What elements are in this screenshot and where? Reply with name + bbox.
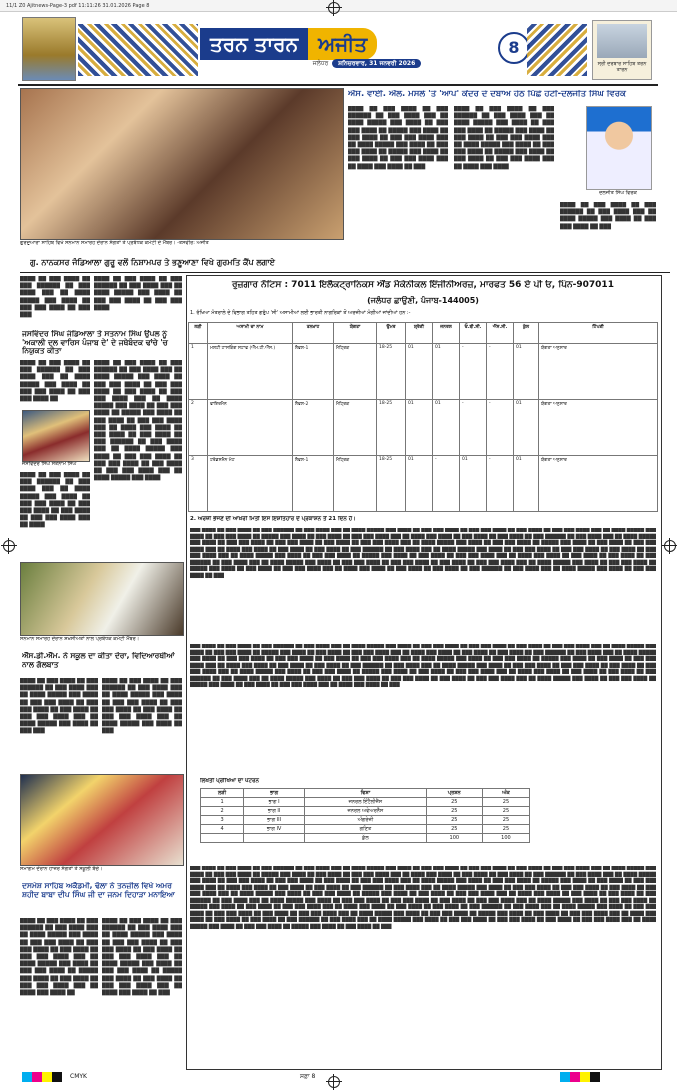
col-header: ਜਨਰਲ (433, 323, 460, 344)
masthead-badge (592, 20, 652, 80)
cell: 01 (406, 456, 433, 512)
right-story-text: ████ ██ ███ ████ ██ ███ ██████ ██ ███ ████ ███ ██ ████ █████ ███ ████ ██ ███ ███ ████ ██ █████ ███ ████ ██ ███ ████ ██ ███ ███ ████ ███ ██ ████ █████ ███ ████ ██ ███ ███ ████ ██ █████ ███ ████ ██ ███ ████ ██ ███ ███ ████ ███ ██ ████ ███ ████ ██ ███ (348, 106, 448, 170)
cell: 01 (460, 456, 487, 512)
cell: 3 (201, 816, 244, 825)
masthead (22, 14, 650, 84)
cell: 01 (514, 344, 539, 400)
top-story-headline: ਗੁ. ਨਾਨਕਸਰ ਜੰਡਿਆਲਾ ਗੁਰੂ ਵਲੋਂ ਨਿਸ਼ਾਮਪਰ ਤੇ ਭਣੂਆਣਾ ਵਿਖੇ ਗੁਰਮਤਿ ਕੈਂਪ ਲਗਾਏ (30, 258, 275, 267)
dateline (222, 60, 512, 72)
cell: ਭਾਗ IV (244, 825, 305, 834)
col-header: ਭਾਗ (244, 789, 305, 798)
col-header: ਲੜੀ (189, 323, 208, 344)
cell: 01 (433, 400, 460, 456)
cell: ਟਰੇਡਸਮੈਨ ਮੇਟ (208, 456, 293, 512)
cell: 25 (482, 807, 529, 816)
issue-date: ਸ਼ਨਿਚਰਵਾਰ, 31 ਜਨਵਰੀ 2026 (332, 59, 421, 68)
cell: 01 (514, 456, 539, 512)
cell: 25 (426, 798, 482, 807)
cell: ਯੋਗਤਾ ਅਨੁਸਾਰ (539, 344, 658, 400)
cell: 01 (406, 344, 433, 400)
cell: - (433, 456, 460, 512)
notice-terms: ███ ████ ██ ███ ████ ██ ███ ██████ ██ ███ ████ ███ ██ ████ █████ ███ ████ ██ ███ ███ ████ ██ ███ ███ ████ ██ ███ ████ ██ ███ ███ ████ ███ ██ ████ █████ ███ ████ ██ ███ ███ ████ ██ █████ ███ ████ ██ ███ ████ ██ ███ ███ ████ ███ ██ ████ ███ ████ ██ ███ ████ ██ ███ ████ ██ ███ ██████ ██ ███ ████ ███ ██ ████ █████ ███ ████ ██ ███ ███ ████ ██ ███ ███ ████ ██ ███ ████ ██ ███ ███ ████ ███ ██ ████ █████ ███ ████ ██ ███ ███ ████ ██ █████ ███ ████ ██ ███ ████ ██ ███ ███ ████ ███ ██ ████ ███ ████ ██ ███ ████ ██ ███ ████ ██ ███ ██████ ██ ███ ████ ███ ██ ████ █████ ███ ████ ██ ███ ███ ████ ██ ███ ███ ████ ██ ███ ████ ██ ███ ███ ████ ███ ██ ████ █████ ███ ████ ██ ███ ███ ████ ██ █████ ███ ████ ██ ███ ████ ██ ███ ███ ████ ███ ██ ████ ███ ████ ██ ███ ████ ██ ███ ████ ██ ███ ██████ ██ ███ ████ ███ ██ ████ █████ ███ ████ ██ ███ ███ ████ ██ ███ ███ ████ ██ ███ ████ ██ ███ ███ ████ ███ ██ ████ █████ ███ ████ ██ ███ ███ ████ ██ █████ ███ ████ ██ ███ ████ ██ ███ ███ ████ ███ ██ ████ ███ ████ ██ ███ ████ ██ ███ ████ ██ ███ ██████ ██ ███ ████ ███ ██ ████ █████ ███ ████ ██ ███ ███ ████ ██ ███ (190, 528, 656, 579)
cell: 18-25 (377, 400, 406, 456)
vacancy-table-wrap (188, 322, 658, 512)
table-row (201, 825, 530, 834)
badge-caption: ਸ੍ਰੀ ਦਰਬਾਰ ਸਾਹਿਬ ਤਰਨ ਤਾਰਨ (597, 61, 647, 73)
decorative-pattern (527, 24, 587, 76)
col-header: ਤਨਖ਼ਾਹ (293, 323, 334, 344)
cell: 1 (201, 798, 244, 807)
registration-mark-icon (664, 540, 676, 552)
right-story-text: ████ ██ ███ ████ ██ ███ ██████ ██ ███ ████ ███ ██ ████ █████ ███ ████ ██ ███ ███ ████ ██ █████ ███ ████ ██ ███ ████ ██ ███ ███ ████ ███ ██ ████ █████ ███ ████ ██ ███ ███ ████ ██ █████ ███ ████ ██ ███ ████ ██ ███ ███ ████ ███ ██ ████ ███ ████ (454, 106, 554, 170)
edition: ਜਲੰਧਰ (312, 60, 329, 67)
cell: ਅੰਗਰੇਜ਼ੀ (305, 816, 427, 825)
cell: 18-25 (377, 344, 406, 400)
page-number: 8 (498, 32, 530, 64)
cell: ਮੈਟ੍ਰਿਕ (334, 456, 377, 512)
table-row (189, 344, 658, 400)
photo-caption: ਗੁਰਦੁਆਰਾ ਸਾਹਿਬ ਵਿਖੇ ਸਨਮਾਨ ਸਮਾਰੋਹ ਦੌਰਾਨ ਸੰਗਤਾਂ ਤੇ ਪ੍ਰਬੰਧਕ ਕਮੇਟੀ ਦੇ ਮੈਂਬਰ। -ਤਸਵੀਰ: ਅਜੀਤ (20, 240, 209, 246)
badge-image (597, 24, 647, 58)
table-total-row (201, 834, 530, 843)
cell: ਭਾਗ I (244, 798, 305, 807)
cell: 01 (514, 400, 539, 456)
footer-left: CMYK (70, 1073, 87, 1080)
left-story3-headline: ਐੱਸ.ਡੀ.ਐੱਮ. ਨੇ ਸਕੂਲ ਦਾ ਕੀਤਾ ਦੌਰਾ, ਵਿਦਿਆਰਥੀਆਂ ਨਾਲ ਗੱਲਬਾਤ (22, 652, 175, 669)
table-header-row (189, 323, 658, 344)
cell: ਮੈਟ੍ਰਿਕ (334, 344, 377, 400)
cell: ਗਣਿਤ (305, 825, 427, 834)
brand-name: ਅਜੀਤ (308, 28, 377, 60)
table-header-row (201, 789, 530, 798)
left-story-text: ████ ██ ███ ████ ██ ███ ██████ ██ ███ ████ ███ ██ ████ █████ ███ ████ ██ ███ ███ ████ ██ ███ ███ ████ (94, 276, 182, 311)
table-row (201, 816, 530, 825)
notice-terms: ███ ████ ██ ███ ████ ██ ███ ██████ ██ ███ ████ ███ ██ ████ █████ ███ ████ ██ ███ ███ ████ ██ ███ ███ ████ ██ ███ ████ ██ ███ ███ ████ ███ ██ ████ █████ ███ ████ ██ ███ ███ ████ ██ █████ ███ ████ ██ ███ ████ ██ ███ ███ ████ ███ ██ ████ ███ ████ ██ ███ ████ ██ ███ ████ ██ ███ ██████ ██ ███ ████ ███ ██ ████ █████ ███ ████ ██ ███ ███ ████ ██ ███ ███ ████ ██ ███ ████ ██ ███ ███ ████ ███ ██ ████ █████ ███ ████ ██ ███ ███ ████ ██ █████ ███ ████ ██ ███ ████ ██ ███ ███ ████ ███ ██ ████ ███ ████ ██ ███ ████ ██ ███ ████ ██ ███ ██████ ██ ███ ████ ███ ██ ████ █████ ███ ████ ██ ███ ███ ████ ██ ███ ███ ████ ██ ███ ████ ██ ███ ███ ████ ███ ██ ████ █████ ███ ████ ██ ███ ███ ████ ██ █████ ███ ████ ██ ███ ████ ██ ███ ███ ████ ███ ██ ████ ███ ████ ██ ███ ████ ██ ███ ████ ██ ███ ██████ ██ ███ ████ ███ ██ ████ █████ ███ ████ ██ ███ ███ ████ ██ ███ ███ ████ ██ ███ ████ ██ ███ ███ ████ ███ ██ ████ █████ ███ ████ ██ ███ ███ ████ ██ █████ ███ ████ ██ ███ ████ ██ ███ ███ ████ ███ ██ ████ ███ ████ ██ ███ ████ ██ ███ ████ ██ ███ ██████ ██ ███ ████ ███ ██ ████ █████ ███ ████ ██ ███ ███ ████ ██ ███ ███ ████ ██ ███ ████ ██ ███ ███ ████ ███ ██ ████ █████ ███ ████ ██ ███ ███ ████ ██ █████ ███ ████ ██ ███ ████ ██ ███ ███ ████ ███ ██ ████ ███ ████ ██ ███ ████ ██ ███ ████ ██ ███ ██████ ██ ███ ████ ███ ██ ████ █████ ███ ████ ██ ███ ███ ████ ██ ███ ███ ████ ██ ███ ████ ██ ███ ███ ████ ███ ██ ████ █████ ███ ████ ██ ███ ███ ████ ██ █████ ███ ████ ██ ███ ████ ██ ███ (190, 866, 656, 930)
cell: 100 (426, 834, 482, 843)
table-row (201, 807, 530, 816)
academy-caption: ਸਮਾਗਮ ਦੌਰਾਨ ਹਾਜ਼ਰ ਸੰਗਤਾਂ ਤੇ ਸਕੂਲੀ ਬੱਚੇ। (20, 866, 103, 872)
appointee-caption: ਜਸਵਿੰਦਰ ਸਿੰਘ ਸਤਨਾਮ ਸਿੰਘ (22, 461, 77, 467)
cell: 25 (426, 807, 482, 816)
cell: 18-25 (377, 456, 406, 512)
cell: - (487, 456, 514, 512)
felicitation-photo (20, 562, 184, 636)
col-header: ਟਿੱਪਣੀ (539, 323, 658, 344)
cell: ਭਾਗ II (244, 807, 305, 816)
right-story-text: ████ ██ ███ ████ ██ ███ ██████ ██ ███ ████ ███ ██ ████ █████ ███ ████ ██ ███ ███ ████ ██ ███ (560, 202, 656, 230)
cell: ਯੋਗਤਾ ਅਨੁਸਾਰ (539, 400, 658, 456)
col-header: ਉਮਰ (377, 323, 406, 344)
newspaper-brand (200, 28, 500, 60)
academy-event-photo (20, 774, 184, 866)
cell: 25 (482, 825, 529, 834)
notice-terms: ███ ████ ██ ███ ████ ██ ███ ██████ ██ ███ ████ ███ ██ ████ █████ ███ ████ ██ ███ ███ ████ ██ ███ ███ ████ ██ ███ ████ ██ ███ ███ ████ ███ ██ ████ █████ ███ ████ ██ ███ ███ ████ ██ █████ ███ ████ ██ ███ ████ ██ ███ ███ ████ ███ ██ ████ ███ ████ ██ ███ ████ ██ ███ ████ ██ ███ ██████ ██ ███ ████ ███ ██ ████ █████ ███ ████ ██ ███ ███ ████ ██ ███ ███ ████ ██ ███ ████ ██ ███ ███ ████ ███ ██ ████ █████ ███ ████ ██ ███ ███ ████ ██ █████ ███ ████ ██ ███ ████ ██ ███ ███ ████ ███ ██ ████ ███ ████ ██ ███ ████ ██ ███ ████ ██ ███ ██████ ██ ███ ████ ███ ██ ████ █████ ███ ████ ██ ███ ███ ████ ██ ███ ███ ████ ██ ███ ████ ██ ███ ███ ████ ███ ██ ████ █████ ███ ████ ██ ███ ███ ████ ██ █████ ███ ████ ██ ███ ████ ██ ███ ███ ████ ███ ██ ████ ███ ████ ██ ███ ████ ██ ███ ████ ██ ███ ██████ ██ ███ ████ ███ ██ ████ █████ ███ ████ ██ ███ ███ ████ ██ ███ ███ ████ ██ ███ ████ ██ ███ ███ ████ ███ ██ ████ █████ ███ ████ ██ ███ ███ ████ ██ █████ ███ ████ ██ ███ ████ ██ ███ ███ ████ ███ ██ ████ ███ ████ ██ ███ (190, 644, 656, 688)
registration-mark-icon (3, 540, 15, 552)
table-row (189, 400, 658, 456)
col-header: ਕੁੱਲ (514, 323, 539, 344)
col-header: ਸ਼੍ਰੇਣੀ (406, 323, 433, 344)
vacancy-table (188, 322, 658, 512)
col-header: ਵਿਸ਼ਾ (305, 789, 427, 798)
left-story-text: ████ ██ ███ ████ ██ ███ ██████ ██ ███ ████ ███ ██ ████ █████ ███ ████ ██ ███ ███ ████ ██ ███ ███ ████ ██ ███ ████ ██ ███ ███ ████ ███ ██ ████ █████ ███ ████ ██ ███ ███ ████ ██ █████ ███ ████ ██ ███ ████ ██ ███ ███ ████ ███ ██ ████ ███ ████ ██ (20, 918, 98, 997)
col-header: ਲੜੀ (201, 789, 244, 798)
col-header: ਓ.ਬੀ.ਸੀ. (460, 323, 487, 344)
print-info-strip: 11/1 Z0 Ajitnews-Page-3 pdf 11:11:26 31.01.2026 Page 8 (0, 0, 677, 12)
cell: ਮੈਟ੍ਰਿਕ (334, 400, 377, 456)
cell: ਫਾਇਰਮੈਨ (208, 400, 293, 456)
left-story-text: ████ ██ ███ ████ ██ ███ ██████ ██ ███ ████ ███ ██ ████ █████ ███ ████ ██ ███ ███ ████ ██ ███ ███ ████ ██ ███ ████ ██ ███ ███ ████ ███ ██ ████ █████ ███ ████ ██ ███ ███ ████ ██ █████ ███ ████ ██ ███ ████ ██ ███ ███ ████ ███ ██ ████ ███ ████ ██ ███ ████ ██ ███ ████ ██ ███ ██████ ██ ███ ████ ███ ██ ████ █████ ███ ████ ██ ███ ███ ████ ██ ███ ███ ████ ██ ███ ████ ██ ███ ███ ████ ███ ██ ████ █████ ███ ████ (94, 360, 182, 482)
cell: 3 (189, 456, 208, 512)
table-row (201, 798, 530, 807)
cell: ਲੈਵਲ-1 (293, 344, 334, 400)
notice-title: ਰੁਜ਼ਗਾਰ ਨੋਟਿਸ : 7011 ਇਲੈਕਟ੍ਰਾਨਿਕਸ ਐਂਡ ਮੈਕੇਨੀਕਲ ਇੰਜੀਨੀਅਰਜ਼, ਮਾਰਫਤ 56 ਏ ਪੀ ਓ, ਪਿੰਨ-907011 (232, 280, 614, 290)
col-header: ਪ੍ਰਸ਼ਨ (426, 789, 482, 798)
registration-mark-icon (328, 2, 340, 14)
cell: 25 (482, 816, 529, 825)
cell: ਮਲਟੀ ਟਾਸਕਿੰਗ ਸਟਾਫ (ਐੱਮ.ਟੀ.ਐੱਸ.) (208, 344, 293, 400)
notice-section2: 2. ਅਰਜ਼ੀ ਭੇਜਣ ਦੀ ਆਖ਼ਰੀ ਮਿਤੀ ਇਸ ਇਸ਼ਤਿਹਾਰ ਦੇ ਪ੍ਰਕਾਸ਼ਨ ਤੋਂ 21 ਦਿਨ ਹੈ। (190, 516, 356, 522)
notice-intro: 1. ਰੱਖਿਆ ਮੰਤਰਾਲੇ ਦੇ ਵਿਭਾਗ ਤਹਿਤ ਗਰੁੱਪ 'ਸੀ' ਅਸਾਮੀਆਂ ਲਈ ਭਾਰਤੀ ਨਾਗਰਿਕਾਂ ਤੋਂ ਅਰਜ਼ੀਆਂ ਮੰਗੀਆਂ ਜਾਂਦੀਆਂ ਹਨ :- (190, 310, 411, 316)
portrait-caption: ਦਲਜੀਤ ਸਿੰਘ ਵਿਰਕ (599, 190, 637, 196)
color-calibration-bar (560, 1072, 600, 1082)
cell: - (460, 400, 487, 456)
cell: 100 (482, 834, 529, 843)
cell: 2 (189, 400, 208, 456)
section-divider (20, 272, 670, 273)
decorative-pattern (78, 24, 198, 76)
marks-table-wrap (200, 788, 530, 860)
marks-table (200, 788, 530, 843)
left-story4-headline: ਦਸਮੇਸ਼ ਸਾਹਿਬ ਅਕੈਡਮੀ, ਢੋਲਾ ਨੇ ਤਨਜ਼ੀਲ ਵਿਖੇ ਅਮਰ ਸ਼ਹੀਦ ਬਾਬਾ ਦੀਪ ਸਿੰਘ ਜੀ ਦਾ ਜਨਮ ਦਿਹਾੜਾ ਮਨਾਇਆ (22, 882, 175, 899)
left-story2-headline: ਜਸਵਿੰਦਰ ਸਿੰਘ ਜੰਡਿਆਲਾ ਤੇ ਸਤਨਾਮ ਸਿੰਘ ਉਪਲ ਨੂੰ 'ਅਕਾਲੀ ਦਲ ਵਾਰਿਸ ਪੰਜਾਬ ਦੇ' ਦੇ ਜਥੇਬੰਦਕ ਢਾਂਚੇ 'ਚ ਨਿਯੁਕਤ ਕੀਤਾ (22, 330, 168, 356)
footer-center: ਸਫ਼ਾ 8 (300, 1073, 316, 1080)
politician-portrait (586, 106, 652, 190)
left-story-text: ████ ██ ███ ████ ██ ███ ██████ ██ ███ ████ ███ ██ ████ █████ ███ ████ ██ ███ ███ ████ ██ ███ ███ (20, 276, 90, 319)
cell: 25 (426, 825, 482, 834)
cell: 25 (482, 798, 529, 807)
felicitation-caption: ਸਨਮਾਨ ਸਮਾਰੋਹ ਦੌਰਾਨ ਸ਼ਖ਼ਸੀਅਤਾਂ ਨਾਲ ਪ੍ਰਬੰਧਕ ਕਮੇਟੀ ਮੈਂਬਰ। (20, 636, 140, 642)
right-story-headline: ਐੱਸ. ਵਾਈ. ਐੱਲ. ਮਸਲੇ 'ਤੇ 'ਆਪ' ਕੇਂਦਰ ਦੇ ਦਬਾਅ ਹੇਠ ਪਿੱਛੇ ਹਟੀ-ਦਲਜੀਤ ਸਿੰਘ ਵਿਰਕ (348, 90, 626, 99)
cell: 1 (189, 344, 208, 400)
cell: 25 (426, 816, 482, 825)
left-story-text: ████ ██ ███ ████ ██ ███ ██████ ██ ███ ████ ███ ██ ████ █████ ███ ████ ██ ███ ███ ████ ██ ███ ███ ████ ██ ███ ████ ██ ███ ███ ████ ███ ██ ████ █████ ███ ████ ██ ███ (102, 678, 182, 735)
cell: - (460, 344, 487, 400)
left-story-text: ████ ██ ███ ████ ██ ███ ██████ ██ ███ ████ ███ ██ ████ █████ ███ ████ ██ ███ ███ ████ ██ ███ ███ ████ ██ (20, 360, 90, 403)
brand-city: ਤਰਨ ਤਾਰਨ (200, 28, 308, 60)
appointee-photos (22, 410, 90, 462)
left-story-text: ████ ██ ███ ████ ██ ███ ██████ ██ ███ ████ ███ ██ ████ █████ ███ ████ ██ ███ ███ ████ ██ ███ ███ ████ ██ ███ ████ ██ ███ ███ ████ ███ ██ ████ █████ ███ ████ ██ ███ ███ ████ ██ █████ ███ ████ ██ ███ ████ ██ ███ ███ ████ ███ ██ ████ ███ ████ ██ ███ (102, 918, 182, 997)
cell: ਕੁੱਲ (305, 834, 427, 843)
golden-temple-image (22, 17, 76, 81)
table-row (189, 456, 658, 512)
left-story-text: ████ ██ ███ ████ ██ ███ ██████ ██ ███ ████ ███ ██ ████ █████ ███ ████ ██ ███ ███ ████ ██ ███ ███ ████ ██ ███ ████ ██ ███ ███ ████ ███ ██ ████ (20, 472, 90, 529)
cell: 01 (433, 344, 460, 400)
event-photo (20, 88, 344, 240)
cell: ਜਨਰਲ ਅਵੇਅਰਨੈੱਸ (305, 807, 427, 816)
cell: - (487, 400, 514, 456)
left-story-text: ████ ██ ███ ████ ██ ███ ██████ ██ ███ ████ ███ ██ ████ █████ ███ ████ ██ ███ ███ ████ ██ ███ ███ ████ ██ ███ ████ ██ ███ ███ ████ ███ ██ ████ █████ ███ ████ ██ ███ ███ (20, 678, 98, 735)
cell: 2 (201, 807, 244, 816)
col-header: ਯੋਗਤਾ (334, 323, 377, 344)
cell: 4 (201, 825, 244, 834)
cell: ਭਾਗ III (244, 816, 305, 825)
col-header: ਅਸਾਮੀ ਦਾ ਨਾਮ (208, 323, 293, 344)
notice-subtitle: (ਜਲੰਧਰ ਛਾਉਣੀ, ਪੰਜਾਬ-144005) (367, 296, 479, 305)
cell: 01 (406, 400, 433, 456)
registration-mark-icon (328, 1076, 340, 1088)
masthead-divider (18, 84, 658, 86)
cell: ਲੈਵਲ-1 (293, 456, 334, 512)
marks-table-heading: ਲਿਖਤੀ ਪ੍ਰੀਖਿਆ ਦਾ ਪੈਟਰਨ (200, 778, 259, 784)
cell: ਜਨਰਲ ਇੰਟੈਲੀਜੈਂਸ (305, 798, 427, 807)
col-header: ਅੰਕ (482, 789, 529, 798)
cell: - (487, 344, 514, 400)
cell: ਯੋਗਤਾ ਅਨੁਸਾਰ (539, 456, 658, 512)
col-header: ਐੱਸ.ਸੀ. (487, 323, 514, 344)
color-calibration-bar (22, 1072, 62, 1082)
cell: ਲੈਵਲ-2 (293, 400, 334, 456)
